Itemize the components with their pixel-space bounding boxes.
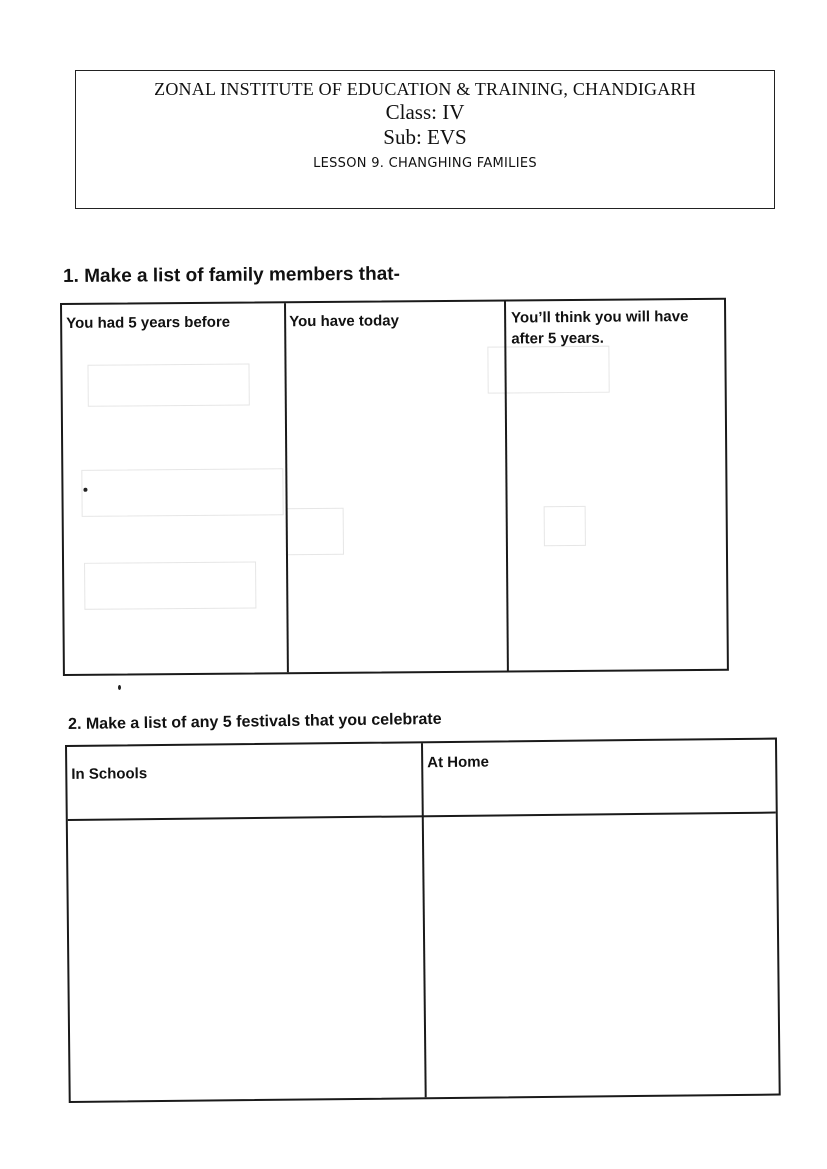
question-1-title: 1. Make a list of family members that- xyxy=(63,263,400,287)
column-header-today: You have today xyxy=(289,312,399,331)
header-box xyxy=(75,70,775,209)
class-label: Class: IV xyxy=(385,100,465,124)
column-divider xyxy=(284,303,289,672)
festivals-table xyxy=(65,738,781,1103)
ink-speck xyxy=(83,488,87,492)
ink-speck xyxy=(118,685,121,690)
column-header-future: You’ll think you will have after 5 years. xyxy=(511,308,689,348)
institute-name: ZONAL INSTITUTE OF EDUCATION & TRAINING, CHANDIGARH xyxy=(154,79,696,99)
column-header-schools: In Schools xyxy=(71,765,148,783)
question-2-title: 2. Make a list of any 5 festivals that you celebrate xyxy=(68,710,442,733)
family-members-table xyxy=(60,298,729,676)
column-divider xyxy=(421,743,427,1097)
lesson-title: LESSON 9. CHANGHING FAMILIES xyxy=(313,156,537,171)
column-header-past: You had 5 years before xyxy=(66,313,231,332)
column-header-home: At Home xyxy=(427,753,489,772)
subject-label: Sub: EVS xyxy=(383,125,467,149)
